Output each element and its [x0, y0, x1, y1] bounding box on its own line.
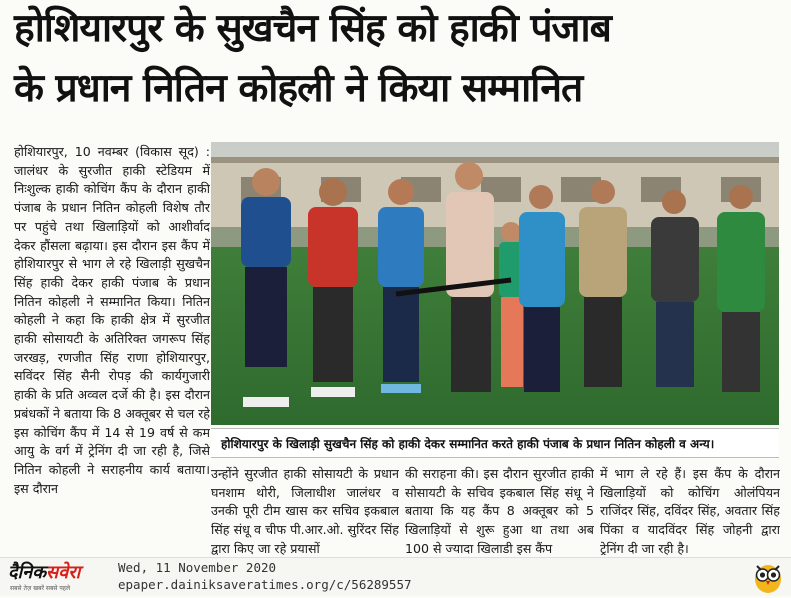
epaper-url[interactable]: epaper.dainiksaveratimes.org/c/56289557 [118, 577, 412, 592]
news-photo [211, 142, 779, 425]
headline-line-1: होशियारपुर के सुखचैन सिंह को हाकी पंजाब [14, 6, 611, 51]
article-column-3: की सराहना की। इस दौरान सुरजीत हाकी सोसायटी के सचिव इकबाल सिंह संधू ने बताया कि यह कैंप 8 अक्तूबर को 5 खिलाड़ियों से शुरू हुआ था तथा अब 100 से ज्यादा खिलाडी इस कैंप [405, 466, 594, 555]
newspaper-logo[interactable] [8, 562, 104, 592]
logo-tagline: सबसे तेज़ खबरें सबसे पहले [10, 585, 71, 592]
logo-text-part-1: दैनिक [8, 562, 47, 583]
logo-text-part-2: सवेरा [46, 562, 81, 583]
article-column-1: होशियारपुर, 10 नवम्बर (विकास सूद) : जालंधर के सुरजीत हाकी स्टेडियम में निःशुल्क हाकी कोचिंग कैंप के दौरान हाकी पंजाब के प्रधान नितिन कोहली विशेष तौर पर पहुंचे तथा खिलाड़ियों को आशीर्वाद देकर हौंसला बढ़ाया। इस दौरान इस कैंप में होशियारपुर से भाग ले रहे खिलाड़ी सुखचैन सिंह हाकी देकर हाकी पंजाब के प्रधान नितिन कोहली ने सम्मानित किया। नितिन कोहली ने कहा कि हाकी क्षेत्र में सुरजीत हाकी सोसायटी के अतिरिक्त जगरूप सिंह जरखड़, रणजीत सिंह राणा होशियारपुर, सविंदर सिंह सैनी रोपड़ की कार्यगुजारी हाकी के प्रति अव्वल दर्जे की है। इस दौरान प्रबंधकों ने बताया कि 8 अक्तूबर से चल रहे इस कोचिंग कैंप में 14 से 19 वर्ष से कम आयु के वर्ग में ट्रेनिंग दी जा रही है, जिसे नितिन कोहली ने सराहनीय कार्य बताया। इस दौरान [14, 144, 210, 496]
owl-icon[interactable] [752, 560, 784, 594]
edition-date: Wed, 11 November 2020 [118, 560, 277, 575]
headline-line-2: के प्रधान नितिन कोहली ने किया सम्मानित [14, 66, 583, 111]
footer-bar [0, 557, 791, 596]
article-column-4: में भाग ले रहे हैं। इस कैंप के दौरान खिलाड़ियों को कोचिंग ओलंपियन राजिंदर सिंह, दविंदर सिंह, अवतार सिंह पिंका व यादविंदर सिंह जोहनी द्वारा ट्रेनिंग दी जा रही है। [600, 466, 780, 555]
article-column-2: उन्होंने सुरजीत हाकी सोसायटी के प्रधान घनशाम थोरी, जिलाधीश जालंधर व उनकी पूरी टीम खास कर सचिव इकबाल सिंह संधू व चीफ पी.आर.ओ. सुरिंदर सिंह द्वारा किए जा रहे प्रयासों [211, 466, 399, 555]
photo-caption: होशियारपुर के खिलाड़ी सुखचैन सिंह को हाकी देकर सम्मानित करते हाकी पंजाब के प्रधान नितिन कोहली व अन्य। [211, 428, 779, 458]
